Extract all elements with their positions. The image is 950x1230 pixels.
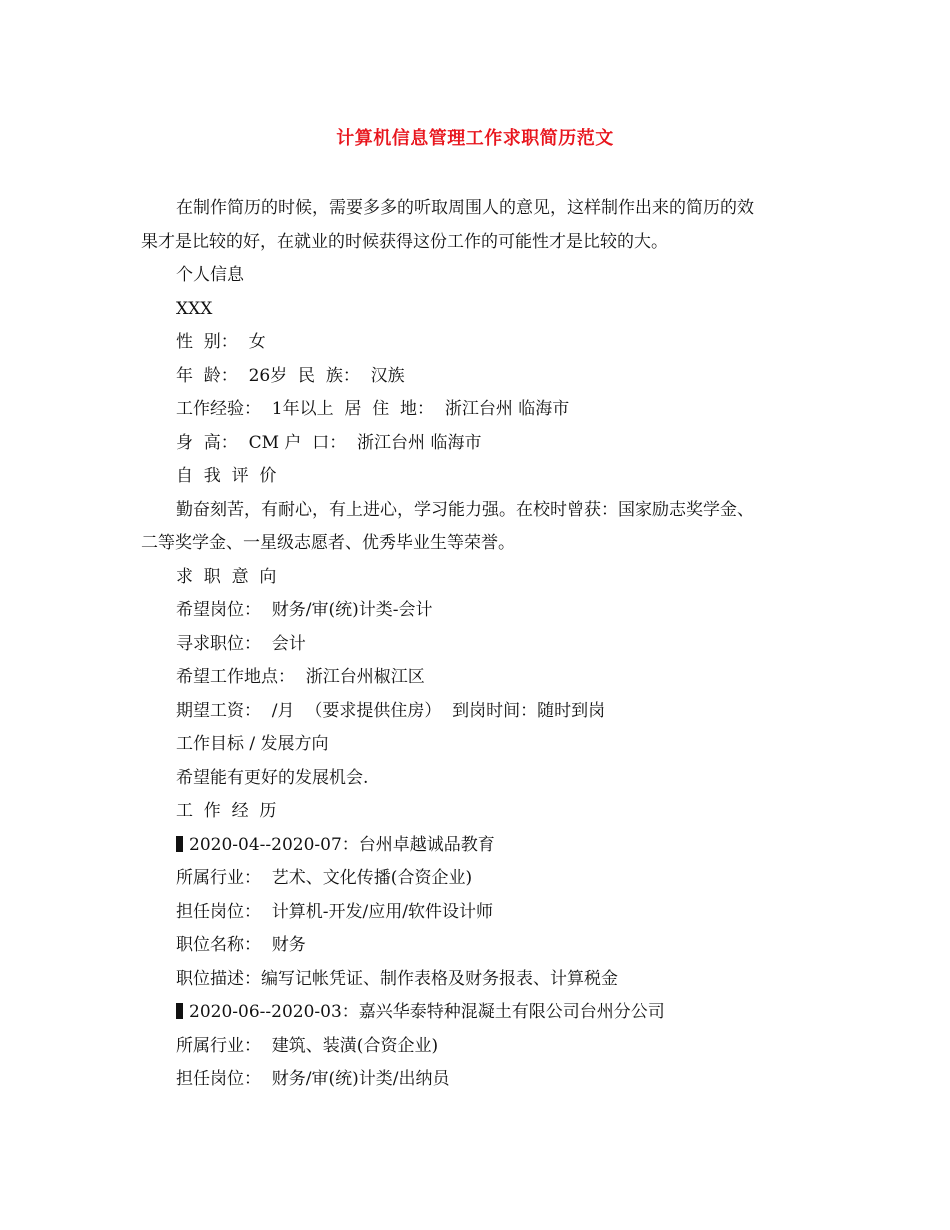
job1-title-line: 职位名称： 财务 <box>176 935 306 955</box>
block-bullet-icon <box>176 836 183 852</box>
desired-location-line: 希望工作地点： 浙江台州椒江区 <box>176 667 425 687</box>
age-ethnicity-line: 年 龄： 26岁 民 族： 汉族 <box>176 365 405 386</box>
name-value: XXX <box>176 298 213 319</box>
document-body <box>141 192 816 1097</box>
job1-industry-line: 所属行业： 艺术、文化传播(合资企业) <box>176 868 473 888</box>
goal-text: 希望能有更好的发展机会. <box>176 767 369 788</box>
job1-post-line: 担任岗位： 计算机-开发/应用/软件设计师 <box>176 901 494 922</box>
goal-heading: 工作目标 / 发展方向 <box>176 734 329 754</box>
desired-position-line: 希望岗位： 财务/审(统)计类-会计 <box>176 600 433 620</box>
block-bullet-icon <box>176 1003 183 1019</box>
work-experience-heading: 工 作 经 历 <box>176 801 277 821</box>
document-title: 计算机信息管理工作求职简历范文 <box>336 128 614 149</box>
height-hukou-line: 身 高： CM 户 口： 浙江台州 临海市 <box>176 432 482 453</box>
self-evaluation-heading: 自 我 评 价 <box>176 466 277 486</box>
experience-residence-line: 工作经验： 1年以上 居 住 地： 浙江台州 临海市 <box>176 399 570 419</box>
personal-info-heading: 个人信息 <box>176 265 244 285</box>
seek-position-line: 寻求职位： 会计 <box>176 633 306 654</box>
job2-period-line <box>141 996 816 1030</box>
job2-period: 2020-06--2020-03：嘉兴华泰特种混凝土有限公司台州分公司 <box>189 1002 665 1022</box>
self-evaluation-line-1: 勤奋刻苦，有耐心，有上进心，学习能力强。在校时曾获：国家励志奖学金、 <box>176 499 754 520</box>
job2-industry-line: 所属行业： 建筑、装潢(合资企业) <box>176 1035 439 1056</box>
intro-line-1: 在制作简历的时候，需要多多的听取周围人的意见，这样制作出来的简历的效 <box>176 198 754 218</box>
intro-line-2: 果才是比较的好，在就业的时候获得这份工作的可能性才是比较的大。 <box>141 231 668 252</box>
job-intent-heading: 求 职 意 向 <box>176 566 277 587</box>
self-evaluation-line-2: 二等奖学金、一星级志愿者、优秀毕业生等荣誉。 <box>141 533 515 553</box>
expected-salary-line: 期望工资： /月 （要求提供住房） 到岗时间：随时到岗 <box>176 700 606 721</box>
gender-line: 性 别： 女 <box>176 332 266 352</box>
job1-period: 2020-04--2020-07：台州卓越诚品教育 <box>189 834 495 855</box>
job1-period-line <box>141 829 816 863</box>
job1-desc-line: 职位描述：编写记帐凭证、制作表格及财务报表、计算税金 <box>176 968 618 989</box>
job2-post-line: 担任岗位： 财务/审(统)计类/出纳员 <box>176 1069 450 1089</box>
